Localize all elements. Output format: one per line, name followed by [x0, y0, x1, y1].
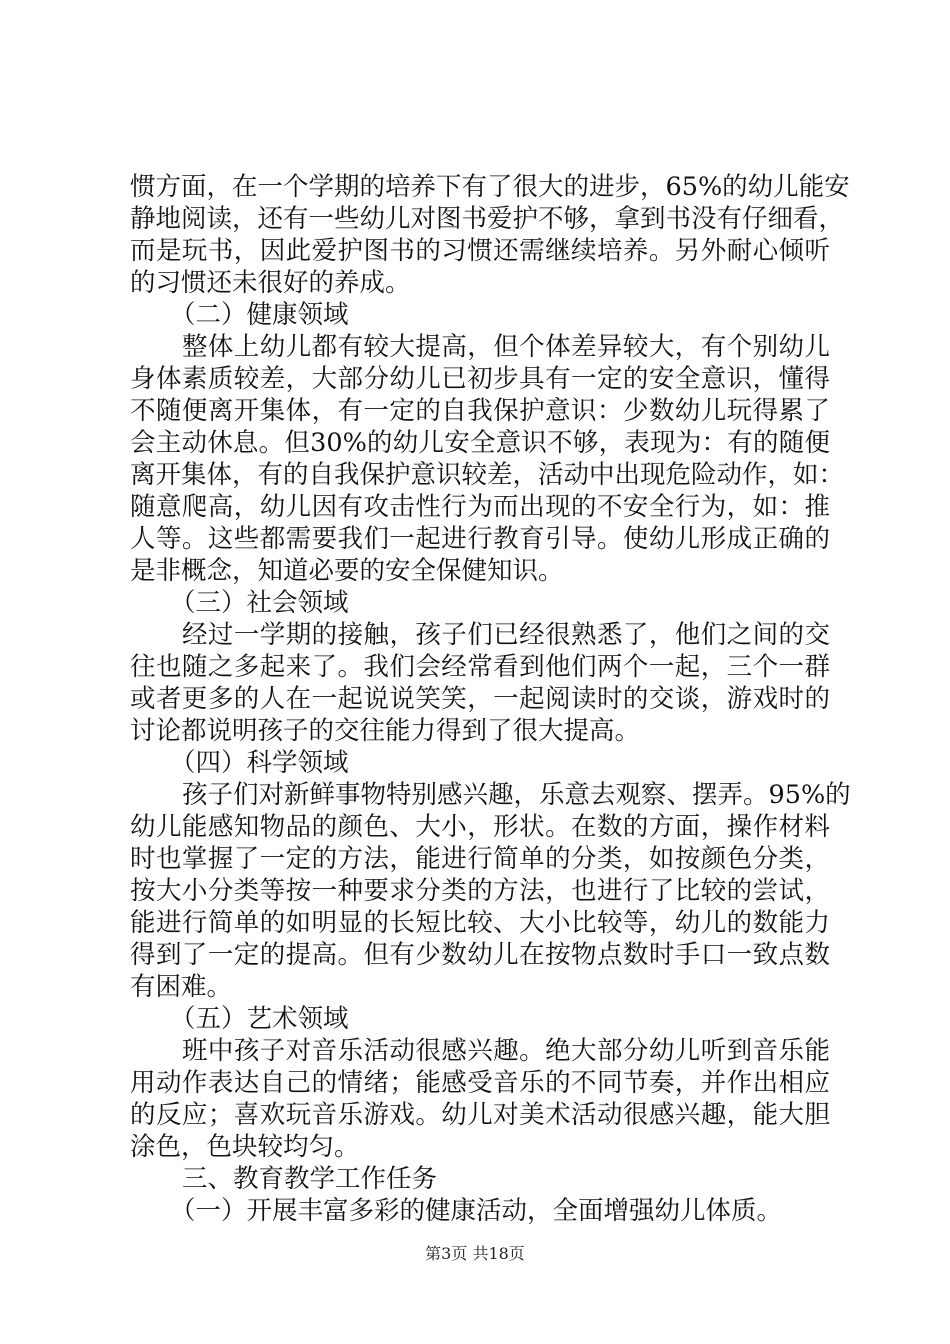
body-text-line: 随意爬高，幼儿因有攻击性行为而出现的不安全行为，如：推: [130, 492, 830, 522]
paragraph-first-line: 经过一学期的接触，孩子们已经很熟悉了，他们之间的交: [182, 620, 830, 650]
body-text-line: 用动作表达自己的情绪；能感受音乐的不同节奏，并作出相应: [130, 1068, 830, 1098]
body-text-line: 往也随之多起来了。我们会经常看到他们两个一起，三个一群: [130, 652, 830, 682]
body-text-line: 身体素质较差，大部分幼儿已初步具有一定的安全意识，懂得: [130, 364, 830, 394]
body-text-line: 是非概念，知道必要的安全保健知识。: [130, 556, 564, 586]
paragraph-first-line: 整体上幼儿都有较大提高，但个体差异较大，有个别幼儿: [182, 332, 830, 362]
body-text-line: 而是玩书，因此爱护图书的习惯还需继续培养。另外耐心倾听: [130, 236, 830, 266]
body-text-line: 讨论都说明孩子的交往能力得到了很大提高。: [130, 716, 641, 746]
body-text-line: 得到了一定的提高。但有少数幼儿在按物点数时手口一致点数: [130, 940, 830, 970]
body-text-line: 静地阅读，还有一些幼儿对图书爱护不够，拿到书没有仔细看，: [130, 204, 845, 234]
subsection-heading: （一）开展丰富多彩的健康活动，全面增强幼儿体质。: [170, 1196, 783, 1226]
body-text-line: 惯方面，在一个学期的培养下有了很大的进步，65%的幼儿能安: [130, 172, 850, 202]
body-text-line: 的习惯还未很好的养成。: [130, 268, 411, 298]
body-text-line: 离开集体，有的自我保护意识较差，活动中出现危险动作，如：: [130, 460, 845, 490]
body-text-line: 幼儿能感知物品的颜色、大小，形状。在数的方面，操作材料: [130, 812, 830, 842]
body-text-line: 的反应；喜欢玩音乐游戏。幼儿对美术活动很感兴趣，能大胆: [130, 1100, 830, 1130]
page-footer: 第3页 共18页: [425, 1244, 525, 1263]
paragraph-first-line: 班中孩子对音乐活动很感兴趣。绝大部分幼儿听到音乐能: [182, 1036, 830, 1066]
body-text-line: 会主动休息。但30%的幼儿安全意识不够，表现为：有的随便: [130, 428, 830, 458]
body-text-line: 能进行简单的如明显的长短比较、大小比较等，幼儿的数能力: [130, 908, 830, 938]
section-heading: （四）科学领域: [170, 748, 349, 778]
body-text-line: 时也掌握了一定的方法，能进行简单的分类，如按颜色分类，: [130, 844, 830, 874]
section-heading: （三）社会领域: [170, 588, 349, 618]
section-heading: （五）艺术领域: [170, 1004, 349, 1034]
body-text-line: 有困难。: [130, 972, 233, 1002]
body-text-line: 人等。这些都需要我们一起进行教育引导。使幼儿形成正确的: [130, 524, 830, 554]
body-text-line: 或者更多的人在一起说说笑笑，一起阅读时的交谈，游戏时的: [130, 684, 830, 714]
chapter-heading: 三、教育教学工作任务: [182, 1164, 438, 1194]
paragraph-first-line: 孩子们对新鲜事物特别感兴趣，乐意去观察、摆弄。95%的: [182, 780, 851, 810]
body-text-line: 按大小分类等按一种要求分类的方法，也进行了比较的尝试，: [130, 876, 830, 906]
body-text-line: 不随便离开集体，有一定的自我保护意识：少数幼儿玩得累了: [130, 396, 830, 426]
body-text-line: 涂色，色块较均匀。: [130, 1132, 360, 1162]
section-heading: （二）健康领域: [170, 300, 349, 330]
